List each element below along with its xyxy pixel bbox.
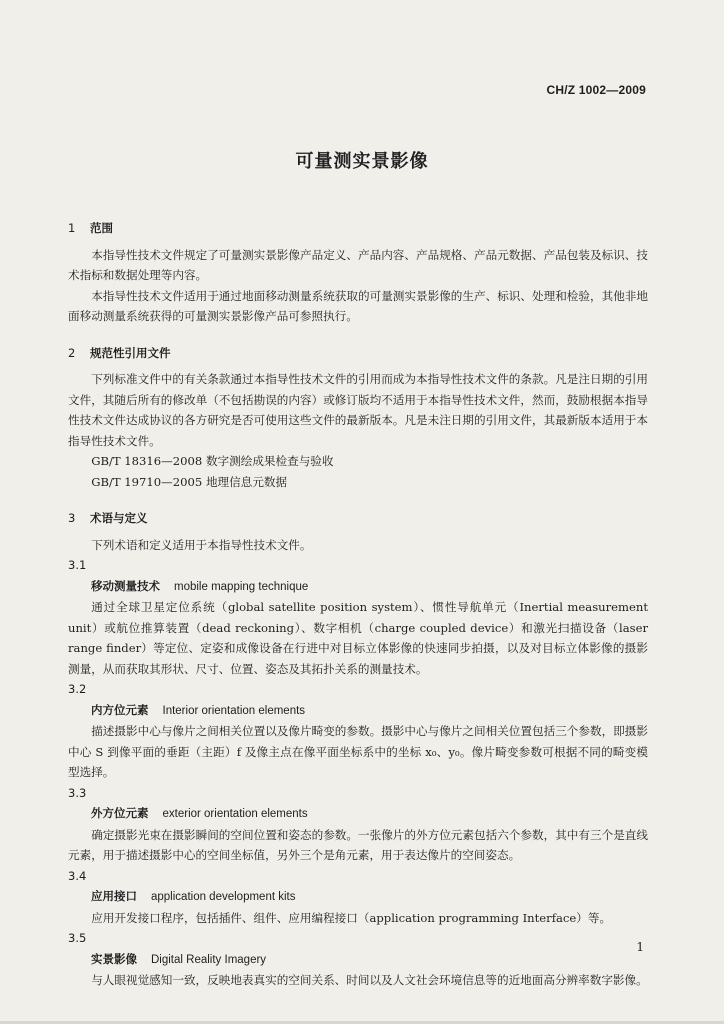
section-number: 1 [68, 221, 76, 235]
section-title: 术语与定义 [90, 511, 148, 525]
term-english: Digital Reality Imagery [151, 953, 267, 966]
term-entry [68, 576, 648, 598]
section-heading [68, 508, 648, 529]
term-english: mobile mapping technique [174, 580, 309, 593]
term-chinese: 外方位元素 [91, 806, 149, 820]
reference-item: GB/T 18316—2008 数字测绘成果检查与验收 [91, 454, 334, 468]
term-definition: 通过全球卫星定位系统（global satellite position system）、惯性导航单元（Inertial measurement unit）或航位推算装置（dead reckoning）、数字相机（charge coupled device）和激光扫描设备（laser range finder）等定位、定姿和成像设备在行进中对目标立体影像的快速同步拍摄，以及对目标立体影像的摄影测量，从而获取其形状、尺寸、位置、姿态及其拓扑关系的测量技术。 [68, 600, 648, 676]
paragraph: 下列术语和定义适用于本指导性技术文件。 [91, 537, 312, 552]
subsection-number: 3.4 [68, 868, 87, 883]
term-entry [68, 700, 648, 722]
section-title: 范围 [90, 221, 114, 235]
paragraph: 本指导性技术文件规定了可量测实景影像产品定义、产品内容、产品规格、产品元数据、产品包装及标识、技术指标和数据处理等内容。 [68, 247, 648, 282]
section-title: 规范性引用文件 [90, 345, 171, 360]
subsection-number: 3.2 [68, 682, 87, 696]
term-chinese: 实景影像 [91, 951, 137, 966]
subsection-number: 3.5 [68, 931, 87, 945]
page-number: 1 [636, 940, 644, 954]
subsection-number: 3.1 [68, 558, 87, 572]
term-english: Interior orientation elements [162, 704, 306, 717]
paragraph: 下列标准文件中的有关条款通过本指导性技术文件的引用而成为本指导性技术文件的条款。凡是注日期的引用文件，其随后所有的修改单（不包括勘误的内容）或修订版均不适用于本指导性技术文件，然而，鼓励根据本指导性技术文件达成协议的各方研究是否可使用这些文件的最新版本。凡是未注日期的引用文件，其最新版本适用于本指导性技术文件。 [68, 372, 648, 448]
term-definition: 描述摄影中心与像片之间相关位置以及像片畸变的参数。摄影中心与像片之间相关位置包括三个参数，即摄影中心 S 到像平面的垂距（主距）f 及像主点在像平面坐标系中的坐标 x₀、y₀。像片畸变参数可根据不同的畸变模型选择。 [68, 724, 648, 779]
term-english: exterior orientation elements [162, 808, 308, 820]
term-definition: 与人眼视觉感知一致，反映地表真实的空间关系、时间以及人文社会环境信息等的近地面高分辨率数字影像。 [91, 973, 648, 987]
section-heading [68, 218, 648, 239]
term-chinese: 应用接口 [91, 889, 137, 903]
term-definition: 确定摄影光束在摄影瞬间的空间位置和姿态的参数。一张像片的外方位元素包括六个参数，其中有三个是直线元素，用于描述摄影中心的空间坐标值，另外三个是角元素，用于表达像片的空间姿态。 [68, 827, 648, 862]
paragraph: 本指导性技术文件适用于通过地面移动测量系统获取的可量测实景影像的生产、标识、处理和检验，其他非地面移动测量系统获得的可量测实景影像产品可参照执行。 [68, 288, 648, 323]
reference-item: GB/T 19710—2005 地理信息元数据 [91, 474, 288, 489]
section-heading [68, 343, 648, 364]
term-entry [68, 886, 648, 908]
subsection-number: 3.3 [68, 785, 87, 800]
standard-code: CH/Z 1002—2009 [546, 83, 646, 97]
document-body [68, 212, 648, 991]
term-entry [68, 949, 648, 971]
section-number: 2 [68, 345, 76, 360]
section-number: 3 [68, 511, 76, 525]
document-title: 可量测实景影像 [295, 151, 429, 172]
term-english: application development kits [151, 891, 296, 903]
term-definition: 应用开发接口程序，包括插件、组件、应用编程接口（application programming Interface）等。 [91, 910, 612, 925]
term-chinese: 移动测量技术 [91, 578, 160, 593]
term-chinese: 内方位元素 [91, 702, 149, 717]
term-entry [68, 803, 648, 825]
